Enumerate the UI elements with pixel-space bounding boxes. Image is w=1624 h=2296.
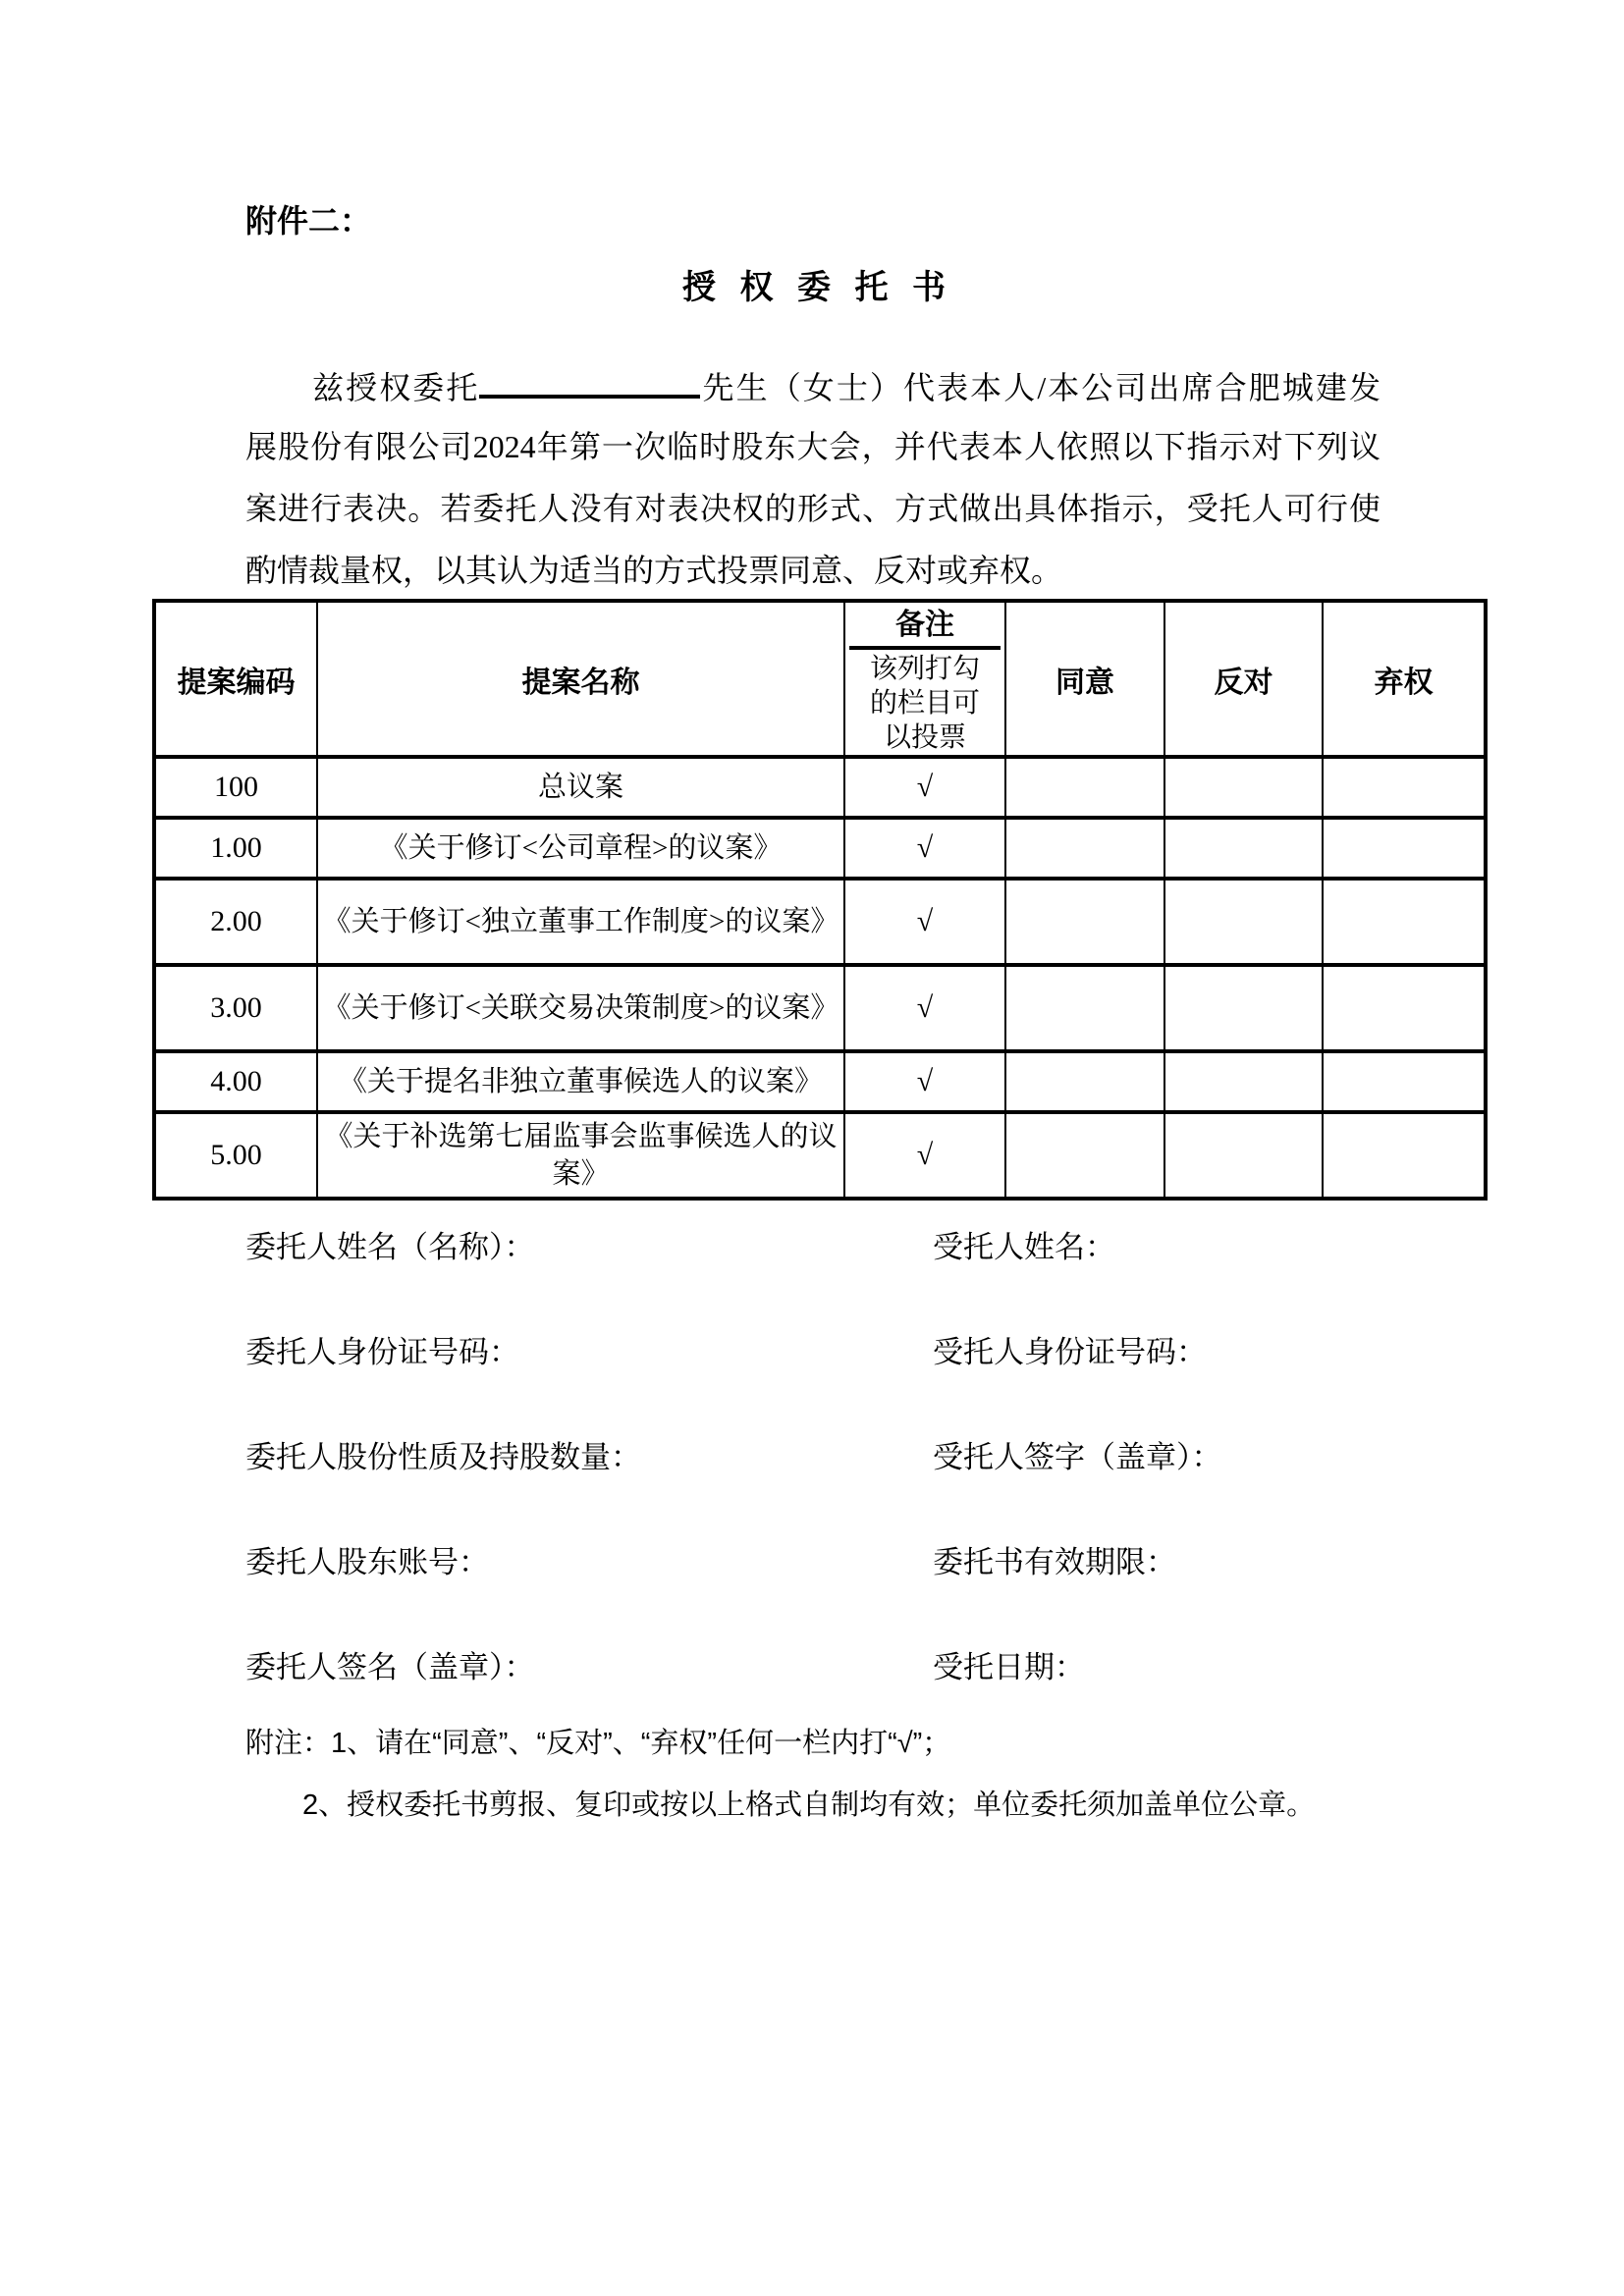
note-line-2: 2、授权委托书剪报、复印或按以上格式自制均有效；单位委托须加盖单位公章。 [302,1789,1316,1821]
field-trustee-id-label: 受托人身份证号码： [933,1335,1207,1369]
field-principal-signature-label: 委托人签名（盖章）： [245,1650,535,1684]
cell-abstain [1323,1112,1486,1199]
table-row [154,879,1486,965]
field-trustee-signature-label: 受托人签字（盖章）： [933,1440,1222,1474]
cell-proposal-code: 1.00 [154,818,317,879]
table-row [154,1112,1486,1199]
cell-proposal-name: 《关于补选第七届监事会监事候选人的议案》 [317,1112,844,1199]
cell-abstain [1323,879,1486,965]
table-row [154,757,1486,818]
cell-remark-checkmark: √ [844,879,1005,965]
cell-proposal-code: 100 [154,757,317,818]
col-header-oppose: 反对 [1164,601,1323,757]
cell-proposal-name: 《关于修订<公司章程>的议案》 [317,818,844,879]
cell-proposal-code: 5.00 [154,1112,317,1199]
cell-agree [1005,1112,1164,1199]
col-header-agree: 同意 [1005,601,1164,757]
cell-oppose [1164,965,1323,1051]
cell-agree [1005,965,1164,1051]
cell-oppose [1164,1112,1323,1199]
cell-proposal-name: 《关于修订<关联交易决策制度>的议案》 [317,965,844,1051]
cell-remark-checkmark: √ [844,818,1005,879]
field-trust-date-label: 受托日期： [933,1650,1085,1684]
cell-agree [1005,879,1164,965]
cell-proposal-code: 3.00 [154,965,317,1051]
field-principal-shares-label: 委托人股份性质及持股数量： [245,1440,641,1474]
remark-header-label: 备注 [849,603,1001,650]
cell-oppose [1164,757,1323,818]
cell-abstain [1323,818,1486,879]
attachment-label: 附件二： [245,203,372,239]
field-proxy-validity-label: 委托书有效期限： [933,1545,1176,1579]
table-row [154,965,1486,1051]
document-title: 授 权 委 托 书 [682,270,953,306]
field-principal-id-label: 委托人身份证号码： [245,1335,519,1369]
intro-line-2: 展股份有限公司2024年第一次临时股东大会，并代表本人依照以下指示对下列议 [245,429,1380,464]
intro-line-1-suffix: 先生（女士）代表本人/本公司出席合肥城建发 [700,370,1380,405]
proposal-voting-table [152,599,1488,1201]
intro-line-4: 酌情裁量权，以其认为适当的方式投票同意、反对或弃权。 [245,553,1063,588]
col-header-remark [844,601,1005,757]
cell-proposal-name: 《关于修订<独立董事工作制度>的议案》 [317,879,844,965]
table-row [154,1051,1486,1112]
cell-remark-checkmark: √ [844,965,1005,1051]
intro-line-3: 案进行表决。若委托人没有对表决权的形式、方式做出具体指示，受托人可行使 [245,491,1380,526]
cell-oppose [1164,1051,1323,1112]
cell-agree [1005,757,1164,818]
cell-proposal-name: 《关于提名非独立董事候选人的议案》 [317,1051,844,1112]
cell-remark-checkmark: √ [844,1051,1005,1112]
cell-agree [1005,818,1164,879]
cell-oppose [1164,818,1323,879]
note-line-1: 附注：1、请在“同意”、“反对”、“弃权”任何一栏内打“√”； [245,1728,951,1759]
cell-abstain [1323,757,1486,818]
col-header-abstain: 弃权 [1323,601,1486,757]
cell-agree [1005,1051,1164,1112]
cell-abstain [1323,965,1486,1051]
table-row [154,818,1486,879]
proxy-name-blank-line [479,365,700,399]
remark-header-note: 该列打勾的栏目可以投票 [869,654,980,753]
intro-line-1-prefix: 兹授权委托 [310,370,480,405]
col-header-proposal-name: 提案名称 [317,601,844,757]
table-header-row [154,601,1486,757]
cell-proposal-code: 2.00 [154,879,317,965]
cell-oppose [1164,879,1323,965]
cell-remark-checkmark: √ [844,1112,1005,1199]
cell-abstain [1323,1051,1486,1112]
col-header-proposal-code: 提案编码 [154,601,317,757]
cell-proposal-code: 4.00 [154,1051,317,1112]
cell-remark-checkmark: √ [844,757,1005,818]
field-principal-name-label: 委托人姓名（名称）： [245,1230,535,1264]
cell-proposal-name: 总议案 [317,757,844,818]
field-trustee-name-label: 受托人姓名： [933,1230,1115,1264]
intro-line-1 [245,365,1380,407]
field-principal-account-label: 委托人股东账号： [245,1545,489,1579]
